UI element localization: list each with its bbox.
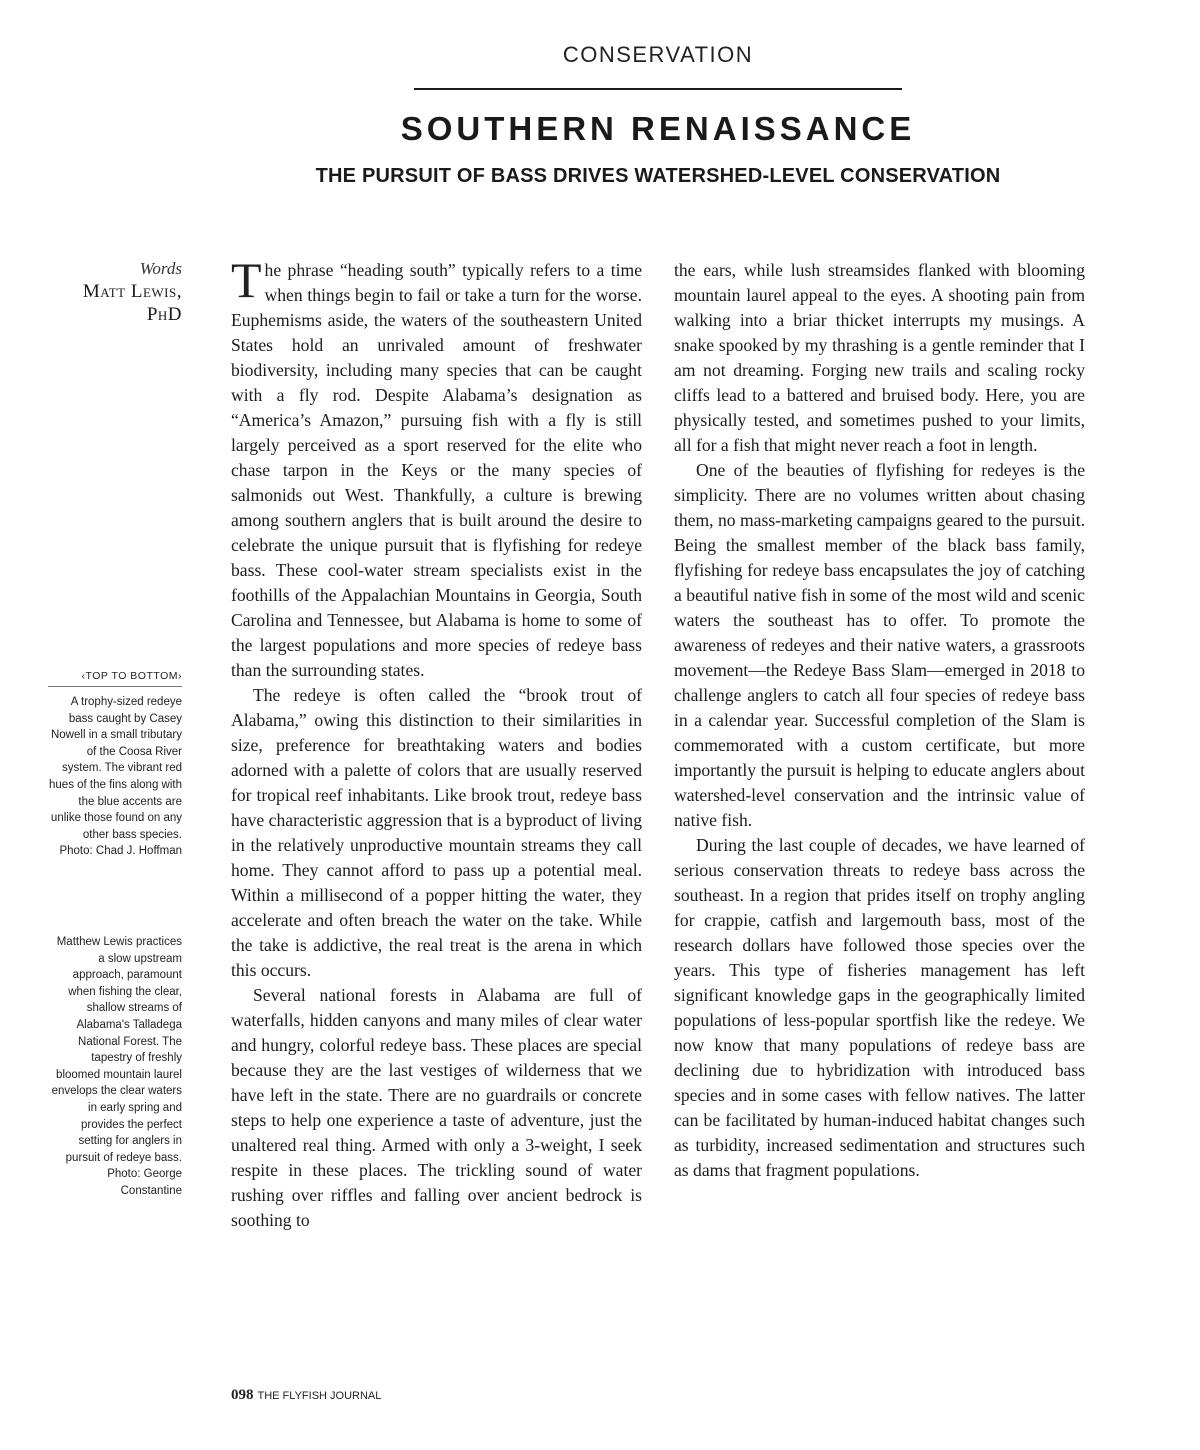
publication-name: THE FLYFISH JOURNAL: [257, 1390, 382, 1402]
article-paragraph: [231, 252, 642, 683]
article-paragraph: The redeye is often called the “brook trout of Alabama,” owing this distinction to their similarities in size, preference for breathtaking waters and bodies adorned with a palette of colors that are usually reserved for tropical reef inhabitants. Like brook trout, redeye bass have characteristic aggression that is a byproduct of living in the relatively unproductive mountain streams they call home. They cannot afford to pass up a potential meal. Within a millisecond of a popper hitting the water, they accelerate and often breach the water on the take. While the take is addictive, the real treat is the arena in which this occurs.: [231, 685, 642, 980]
header-rule: [414, 88, 902, 90]
page-footer: [231, 1387, 381, 1404]
byline: [40, 258, 182, 326]
article-subtitle: THE PURSUIT OF BASS DRIVES WATERSHED-LEVEL CONSERVATION: [315, 165, 1001, 187]
article-paragraph: the ears, while lush streamsides flanked with blooming mountain laurel appeal to the eyes. A shooting pain from walking into a briar thicket interrupts my musings. A snake spooked by my thrashing is a gentle reminder that I am not dreaming. Forging new trails and scaling rocky cliffs lead to a battered and bruised body. Here, you are physically tested, and sometimes pushed to your limits, all for a fish that might never reach a foot in length.: [674, 260, 1085, 455]
author-name: Matt Lewis,: [82, 281, 182, 302]
caption-arrow-right-icon: ›: [178, 670, 182, 682]
drop-cap: T: [231, 252, 262, 308]
paragraph-text: he phrase “heading south” typically refers to a time when things begin to fail or take a turn for the worse. Euphemisms aside, the waters of the southeastern United States hold an unrivaled amount of freshwater biodiversity, including many species that can be caught with a fly rod. Despite Alabama’s designation as “America’s Amazon,” pursuing fish with a fly is still largely perceived as a sport reserved for the elite who chase tarpon in the Keys or the many species of salmonids out West. Thankfully, a culture is brewing among southern anglers that is built around the desire to celebrate the unique pursuit that is flyfishing for redeye bass. These cool-water stream specialists exist in the foothills of the Appalachian Mountains in Georgia, South Carolina and Tennessee, but Alabama is home to some of the largest populations and more species of redeye bass than the surrounding states.: [231, 260, 642, 680]
article-column-2: [674, 258, 1085, 1183]
photo-caption-2: Matthew Lewis practices a slow upstream approach, paramount when fishing the clear, shallow streams of Alabama's Talladega National Forest. The tapestry of freshly bloomed mountain laurel envelops the clear waters in early spring and provides the perfect setting for anglers in pursuit of redeye bass. Photo: George Constantine: [51, 936, 182, 1197]
article-paragraph: Several national forests in Alabama are full of waterfalls, hidden canyons and many miles of clear water and hungry, colorful redeye bass. These places are special because they are the last vestiges of wilderness that we have left in the state. There are no guardrails or concrete steps to help one experience a taste of adventure, just the unaltered real thing. Armed with only a 3-weight, I seek respite in these places. The trickling sound of water rushing over riffles and falling over ancient bedrock is soothing to: [231, 985, 642, 1230]
article-title: SOUTHERN RENAISSANCE: [400, 110, 916, 147]
section-label: CONSERVATION: [562, 42, 754, 67]
caption-arrow-left-icon: ‹: [81, 670, 86, 682]
article-column-1: [231, 252, 642, 1233]
byline-label: Words: [139, 259, 182, 278]
article-paragraph: During the last couple of decades, we have learned of serious conservation threats to redeye bass across the southeast. In a region that prides itself on trophy angling for crappie, catfish and largemouth bass, most of the research dollars have followed those species over the years. This type of fisheries management has left significant knowledge gaps in the geographically limited populations of less-popular sportfish like the redeye. We now know that many populations of redeye bass are declining due to hybridization with introduced bass species and in some cases with fellow natives. The latter can be facilitated by human-induced habitat changes such as turbidity, increased sedimentation and structures such as dams that fragment populations.: [674, 835, 1085, 1180]
article-paragraph: One of the beauties of flyfishing for redeyes is the simplicity. There are no volumes written about chasing them, no mass-marketing campaigns geared to the pursuit. Being the smallest member of the black bass family, flyfishing for redeye bass encapsulates the joy of catching a beautiful native fish in some of the most wild and scenic waters the southeast has to offer. To promote the awareness of redeyes and their native waters, a grassroots movement—the Redeye Bass Slam—emerged in 2018 to challenge anglers to catch all four species of redeye bass in a calendar year. Successful completion of the Slam is commemorated with a custom certificate, but more importantly the pursuit is helping to educate anglers about watershed-level conservation and the intrinsic value of native fish.: [674, 460, 1085, 830]
caption-heading-text: TOP TO BOTTOM: [85, 670, 178, 682]
caption-heading: [48, 670, 182, 687]
page-number: 098: [231, 1387, 254, 1403]
photo-caption-1: A trophy-sized redeye bass caught by Casey Nowell in a small tributary of the Coosa River system. The vibrant red hues of the fins along with the blue accents are unlike those found on any other bass species. Photo: Chad J. Hoffman: [49, 696, 182, 858]
author-credential: PhD: [146, 304, 182, 325]
